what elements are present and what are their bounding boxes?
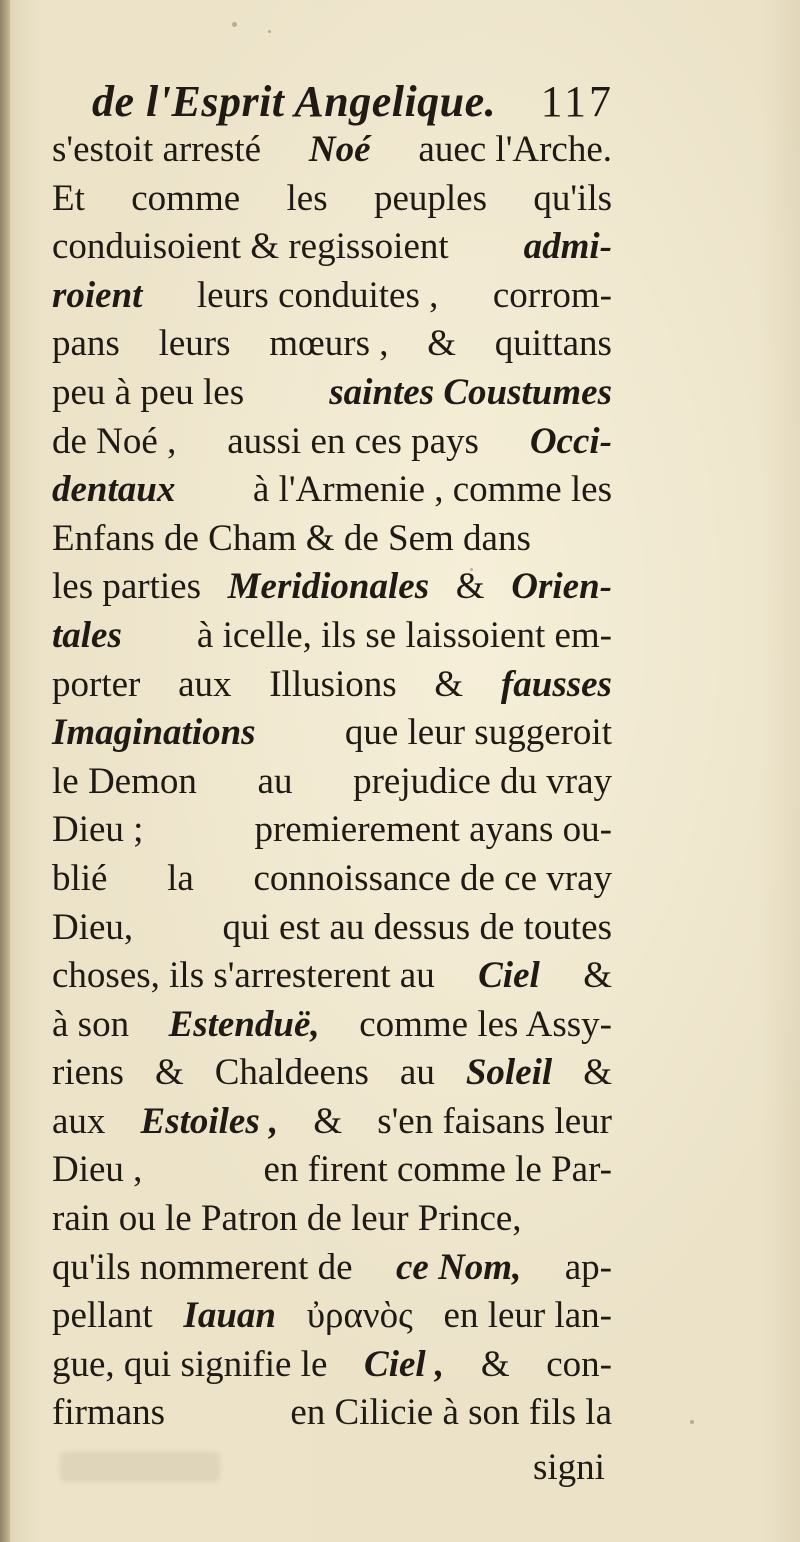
page-gutter (0, 0, 10, 1542)
roman-text: leurs conduites , (196, 274, 439, 316)
roman-text: les (286, 177, 328, 219)
roman-text: conduisoient & regissoient (52, 226, 449, 268)
roman-text: Et (52, 177, 85, 219)
text-line (52, 126, 612, 175)
italic-text: roient (52, 274, 143, 316)
roman-text: de Noé , (52, 420, 177, 462)
roman-text: aux (52, 1100, 106, 1142)
roman-text: le Demon (52, 760, 197, 802)
text-line (52, 1049, 612, 1098)
roman-text: quittans (494, 323, 612, 365)
roman-text: porter (52, 663, 141, 705)
running-head: de l'Esprit Angelique. (92, 77, 497, 126)
italic-text: Imaginations (52, 712, 256, 754)
text-line (52, 855, 612, 904)
italic-text: Soleil (465, 1052, 553, 1094)
roman-text: gue, qui signifie le (52, 1343, 328, 1385)
paper-speck (690, 1420, 694, 1424)
text-line (52, 709, 612, 758)
text-line (52, 418, 612, 467)
text-line (52, 1244, 612, 1293)
text-line (52, 1098, 612, 1147)
text-line (52, 1001, 612, 1050)
roman-text: prejudice du vray (353, 760, 612, 802)
roman-text: aussi en ces pays (227, 420, 479, 462)
italic-text: saintes Coustumes (329, 371, 612, 413)
italic-text: admi- (523, 226, 612, 268)
roman-text: en Cilicie à son fils la (290, 1392, 612, 1434)
roman-text: en leur lan- (443, 1295, 612, 1337)
text-line (52, 223, 612, 272)
text-line (52, 612, 612, 661)
roman-text: leurs (158, 323, 231, 365)
text-line (52, 272, 612, 321)
roman-text: Chaldeens (214, 1052, 369, 1094)
roman-text: pellant (52, 1295, 153, 1337)
roman-text: peuples (373, 177, 488, 219)
roman-text: les parties (52, 566, 201, 608)
paper-speck (268, 30, 271, 33)
text-line (52, 175, 612, 224)
roman-text: & (455, 566, 485, 608)
italic-text: Estenduë, (168, 1003, 320, 1045)
roman-text: ap- (564, 1246, 612, 1288)
roman-text: firmans (52, 1392, 166, 1434)
page-header (92, 72, 622, 132)
italic-text: Ciel , (364, 1343, 445, 1385)
roman-text: ὐρανὸς (306, 1295, 413, 1337)
roman-text: mœurs , (269, 323, 389, 365)
roman-text: au (257, 760, 293, 802)
roman-text: pans (52, 323, 120, 365)
roman-text: comme les Assy- (359, 1003, 612, 1045)
italic-text: Noé (308, 129, 371, 170)
text-line (52, 952, 612, 1001)
roman-text: auec l'Arche. (418, 129, 612, 170)
roman-text: Enfans de Cham & de Sem dans (52, 517, 531, 559)
italic-text: ce Nom, (395, 1246, 522, 1288)
roman-text: & (154, 1052, 184, 1094)
roman-text: à son (52, 1003, 130, 1045)
roman-text: au (399, 1052, 435, 1094)
roman-text: aux (178, 663, 232, 705)
roman-text: qu'ils nommerent de (52, 1246, 353, 1288)
text-line (52, 758, 612, 807)
italic-text: Iauan (183, 1295, 276, 1337)
roman-text: s'en faisans leur (377, 1100, 612, 1142)
text-line (52, 466, 612, 515)
italic-text: Estoiles , (140, 1100, 279, 1142)
body-text (52, 126, 612, 1438)
italic-text: dentaux (52, 469, 176, 511)
roman-text: qui est au dessus de toutes (222, 906, 612, 948)
text-line (52, 904, 612, 953)
italic-text: Meridionales (227, 566, 430, 608)
roman-text: corrom- (492, 274, 612, 316)
roman-text: Dieu, (52, 906, 134, 948)
roman-text: & (313, 1100, 343, 1142)
roman-text: choses, ils s'arresterent au (52, 955, 435, 997)
roman-text: rain ou le Patron de leur Prince, (52, 1198, 522, 1240)
roman-text: la (167, 857, 194, 899)
roman-text: connoissance de ce vray (253, 857, 612, 899)
italic-text: Ciel (478, 955, 540, 997)
roman-text: peu à peu les (52, 371, 245, 413)
roman-text: riens (52, 1052, 124, 1094)
roman-text: premierement ayans ou- (254, 809, 612, 851)
roman-text: que leur suggeroit (344, 712, 612, 754)
text-line (52, 1146, 612, 1195)
italic-text: Occi- (529, 420, 612, 462)
roman-text: & (583, 1052, 612, 1094)
italic-text: fausses (500, 663, 612, 705)
page-number: 117 (540, 77, 614, 126)
roman-text: blié (52, 857, 108, 899)
roman-text: Dieu ; (52, 809, 144, 851)
text-line (52, 1292, 612, 1341)
paper-speck (232, 22, 237, 27)
roman-text: qu'ils (533, 177, 612, 219)
text-line (52, 1341, 612, 1390)
text-line (52, 806, 612, 855)
text-line (52, 661, 612, 710)
text-line (52, 563, 612, 612)
roman-text: à icelle, ils se laissoient em- (196, 614, 612, 656)
roman-text: con- (546, 1343, 612, 1385)
roman-text: & (434, 663, 464, 705)
italic-text: Orien- (511, 566, 612, 608)
text-line (52, 320, 612, 369)
catchword: signi (533, 1447, 605, 1488)
roman-text: & (583, 955, 612, 997)
roman-text: Dieu , (52, 1149, 143, 1191)
italic-text: tales (52, 614, 122, 656)
roman-text: & (480, 1343, 510, 1385)
roman-text: en firent comme le Par- (263, 1149, 612, 1191)
roman-text: Illusions (269, 663, 397, 705)
roman-text: s'estoit arresté (52, 129, 262, 170)
text-line (52, 515, 612, 564)
roman-text: & (427, 323, 457, 365)
roman-text: à l'Armenie , comme les (252, 469, 612, 511)
roman-text: comme (131, 177, 241, 219)
text-line (52, 1195, 612, 1244)
text-line (52, 1389, 612, 1438)
show-through-smudge (60, 1452, 220, 1482)
text-line (52, 369, 612, 418)
